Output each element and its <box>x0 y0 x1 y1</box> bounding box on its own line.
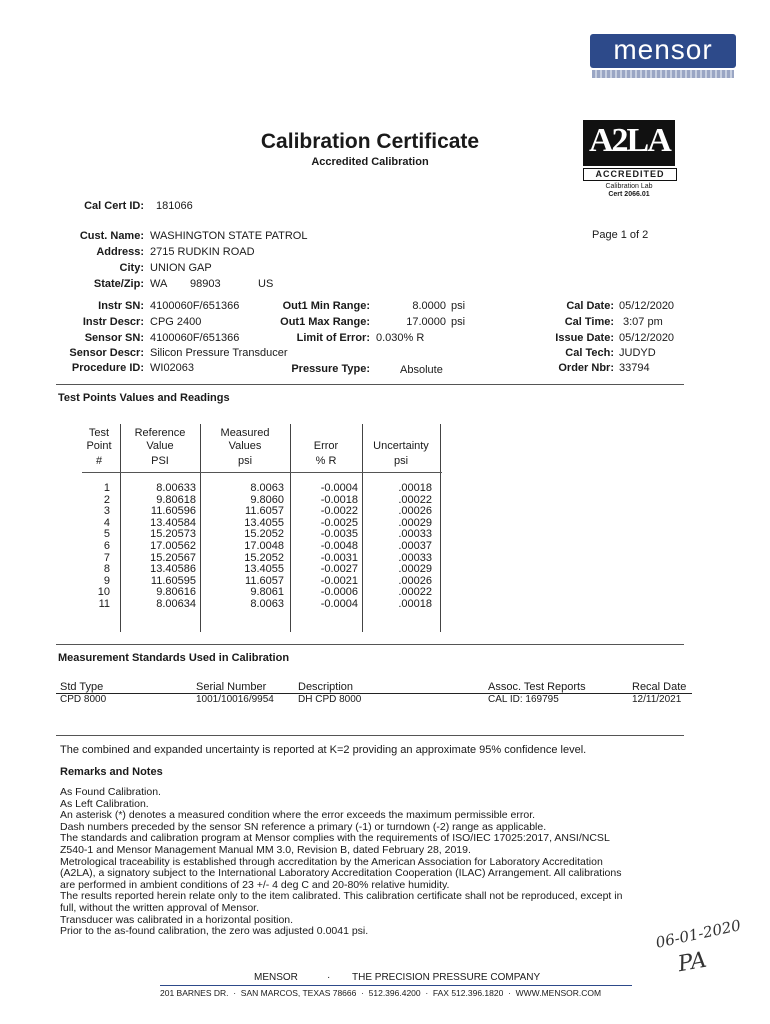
instr-descr-label: Instr Descr: <box>82 316 144 328</box>
col-divider <box>440 424 441 632</box>
test-point-cell: 2 <box>103 493 110 506</box>
error-cell: -0.0006 <box>320 586 358 599</box>
col-test-point <box>70 483 110 611</box>
footer-company: MENSOR <box>254 972 298 983</box>
min-range-label: Out1 Min Range: <box>282 300 370 312</box>
remark-line: Metrological traceability is established through accreditation by the American Association for Laboratory Accreditation <box>60 855 603 868</box>
instr-sn: 4100060F/651366 <box>150 300 240 312</box>
cal-time: 3:07 pm <box>623 316 663 328</box>
measured-cell: 15.2052 <box>244 551 284 564</box>
test-point-cell: 11 <box>98 597 110 610</box>
reference-cell: 11.60596 <box>150 505 196 518</box>
page-number: Page 1 of 2 <box>592 229 649 241</box>
reference-cell: 9.80618 <box>156 493 196 506</box>
uncertainty-cell: .00033 <box>398 528 432 541</box>
measured-cell: 11.6057 <box>245 505 284 518</box>
error-cell: -0.0035 <box>320 528 358 541</box>
pressure-type-value: Absolute <box>400 364 443 376</box>
uncertainty-cell: .00026 <box>398 505 432 518</box>
max-range-unit: psi <box>451 316 466 328</box>
mensor-logo: mensor <box>590 34 736 68</box>
reports-header: Assoc. Test Reports <box>488 681 586 693</box>
description-header: Description <box>298 681 354 693</box>
assoc-reports: CAL ID: 169795 <box>488 694 559 705</box>
sensor-sn: 4100060F/651366 <box>150 332 240 344</box>
remark-line: The results reported herein relate only to the item calibrated. This calibration certificate shall not be reproduced, except in <box>60 890 623 903</box>
uncertainty-cell: .00022 <box>398 586 432 599</box>
zip: 98903 <box>190 278 221 290</box>
instr-descr: CPG 2400 <box>150 316 202 328</box>
country: US <box>258 278 274 290</box>
cal-cert-id: 181066 <box>156 200 193 212</box>
standards-heading: Measurement Standards Used in Calibration <box>58 652 290 664</box>
remark-line: Z540-1 and Mensor Management Manual MM 3.0, Revision B, dated February 28, 2019. <box>60 843 471 856</box>
pressure-type-label: Pressure Type: <box>291 363 370 375</box>
test-point-cell: 4 <box>103 516 110 529</box>
city: UNION GAP <box>150 262 212 274</box>
measured-cell: 17.0048 <box>244 539 284 552</box>
page-title: Calibration Certificate <box>260 130 480 153</box>
test-point-cell: 3 <box>103 505 110 518</box>
cal-tech: JUDYD <box>619 347 656 359</box>
cal-tech-label: Cal Tech: <box>565 347 614 359</box>
state: WA <box>150 278 168 290</box>
limit-error-label: Limit of Error: <box>296 332 370 344</box>
measured-cell: 9.8060 <box>250 493 284 506</box>
cal-date: 05/12/2020 <box>619 300 675 312</box>
measured-cell: 13.4055 <box>244 516 284 529</box>
remark-line: As Left Calibration. <box>60 797 149 810</box>
error-cell: -0.0025 <box>320 516 358 529</box>
issue-date: 05/12/2020 <box>619 332 675 344</box>
page-subtitle: Accredited Calibration <box>311 156 429 168</box>
uncertainty-cell: .00022 <box>398 493 432 506</box>
error-cell: -0.0004 <box>320 597 358 610</box>
test-point-cell: 5 <box>103 528 110 541</box>
measured-cell: 9.8061 <box>250 586 284 599</box>
sensor-sn-label: Sensor SN: <box>84 332 144 344</box>
uncertainty-cell: .00029 <box>398 516 432 529</box>
standards-rule <box>56 693 692 694</box>
th-measured: Measured Values psi <box>220 427 270 467</box>
remarks-text <box>60 787 680 938</box>
procedure-id: WI02063 <box>150 362 195 374</box>
reference-cell: 13.40586 <box>150 563 196 576</box>
remark-line: Dash numbers preceded by the sensor SN reference a primary (-1) or turndown (-2) range as applicable. <box>60 820 547 833</box>
measured-cell: 15.2052 <box>244 528 284 541</box>
uncertainty-cell: .00029 <box>398 563 432 576</box>
sensor-descr: Silicon Pressure Transducer <box>150 347 288 359</box>
sensor-descr-label: Sensor Descr: <box>69 347 144 359</box>
test-point-cell: 1 <box>103 482 110 494</box>
test-point-cell: 8 <box>103 563 110 576</box>
test-point-cell: 10 <box>97 586 110 599</box>
max-range-label: Out1 Max Range: <box>280 316 370 328</box>
std-description: DH CPD 8000 <box>298 694 362 705</box>
test-points-heading: Test Points Values and Readings <box>58 392 230 404</box>
uncertainty-cell: .00026 <box>398 574 432 587</box>
std-type: CPD 8000 <box>60 694 107 705</box>
remark-line: (A2LA), a signatory subject to the International Laboratory Accreditation Cooperation (ILAC) Arrangement. All calibrations <box>60 867 622 880</box>
cust-name-label: Cust. Name: <box>79 230 144 242</box>
city-label: City: <box>119 262 144 274</box>
order-nbr-label: Order Nbr: <box>558 362 614 374</box>
uncertainty-cell: .00033 <box>398 551 432 564</box>
reference-cell: 9.80616 <box>156 586 196 599</box>
col-error <box>290 483 358 611</box>
measured-cell: 11.6057 <box>245 574 284 587</box>
divider <box>56 735 684 736</box>
footer-tagline: THE PRECISION PRESSURE COMPANY <box>352 972 541 983</box>
reference-cell: 15.20567 <box>150 551 196 564</box>
procedure-label: Procedure ID: <box>71 362 144 374</box>
uncertainty-cell: .00018 <box>398 597 432 610</box>
limit-error-value: 0.030% R <box>376 332 425 344</box>
test-point-cell: 7 <box>103 551 110 564</box>
remark-line: Prior to the as-found calibration, the zero was adjusted 0.0041 psi. <box>60 925 369 938</box>
recal-header: Recal Date <box>632 681 687 693</box>
uncertainty-note: The combined and expanded uncertainty is reported at K=2 providing an approximate 95% confidence level. <box>60 744 587 756</box>
max-range-value: 17.0000 <box>406 316 446 328</box>
col-reference <box>120 483 196 611</box>
remark-line: are performed in ambient conditions of 23 +/- 4 deg C and 20-80% relative humidity. <box>60 878 450 891</box>
measured-cell: 13.4055 <box>244 563 284 576</box>
footer-address: 201 BARNES DR. · SAN MARCOS, TEXAS 78666 · 512.396.4200 · FAX 512.396.1820 · WWW.MENSOR.COM <box>160 988 602 998</box>
error-cell: -0.0021 <box>320 574 358 587</box>
uncertainty-cell: .00037 <box>398 539 432 552</box>
lab-line: Calibration Lab <box>605 183 653 190</box>
test-point-cell: 9 <box>103 574 110 587</box>
cal-date-label: Cal Date: <box>566 300 614 312</box>
order-nbr: 33794 <box>619 362 650 374</box>
error-cell: -0.0031 <box>320 551 358 564</box>
error-cell: -0.0004 <box>320 482 358 494</box>
th-test-point: Test Point # <box>86 427 112 467</box>
min-range-value: 8.0000 <box>412 300 446 312</box>
cal-time-label: Cal Time: <box>564 316 614 328</box>
divider <box>56 384 684 385</box>
table-header-rule <box>82 472 442 473</box>
serial-header: Serial Number <box>196 681 267 693</box>
error-cell: -0.0027 <box>320 563 358 576</box>
measured-cell: 8.0063 <box>250 482 284 494</box>
reference-cell: 11.60595 <box>150 574 196 587</box>
serial-number: 1001/10016/9954 <box>196 694 274 705</box>
address-label: Address: <box>96 246 144 258</box>
th-uncertainty: Uncertainty psi <box>373 440 429 467</box>
remark-line: As Found Calibration. <box>60 786 161 798</box>
col-uncertainty <box>362 483 432 611</box>
remarks-heading: Remarks and Notes <box>60 766 163 778</box>
error-cell: -0.0018 <box>320 493 358 506</box>
logo-underline <box>592 70 734 78</box>
signature-date: 06-01-2020 <box>654 916 743 952</box>
a2la-logo: A2LA <box>583 120 675 166</box>
measured-cell: 8.0063 <box>250 597 284 610</box>
remark-line: Transducer was calibrated in a horizontal position. <box>60 913 294 926</box>
lab-cert: Cert 2066.01 <box>608 191 650 198</box>
th-reference: Reference Value PSI <box>134 427 186 467</box>
error-cell: -0.0022 <box>320 505 358 518</box>
reference-cell: 8.00633 <box>156 482 196 494</box>
footer-rule <box>160 985 632 986</box>
address: 2715 RUDKIN ROAD <box>150 246 255 258</box>
remark-line: The standards and calibration program at Mensor complies with the requirements of ISO/IEC 17025:2017, ANSI/NCSL <box>60 832 610 845</box>
reference-cell: 15.20573 <box>150 528 196 541</box>
error-cell: -0.0048 <box>320 539 358 552</box>
accredited-badge: ACCREDITED <box>583 168 677 181</box>
reference-cell: 17.00562 <box>150 539 196 552</box>
uncertainty-cell: .00018 <box>398 482 432 494</box>
divider <box>56 644 684 645</box>
issue-date-label: Issue Date: <box>555 332 614 344</box>
reference-cell: 8.00634 <box>156 597 196 610</box>
std-type-header: Std Type <box>60 681 104 693</box>
remark-line: An asterisk (*) denotes a measured condition where the error exceeds the maximum permissible error. <box>60 809 536 822</box>
recal-date: 12/11/2021 <box>632 694 682 705</box>
th-error: Error % R <box>313 440 339 467</box>
remark-line: full, without the written approval of Mensor. <box>60 901 260 914</box>
instr-sn-label: Instr SN: <box>98 300 144 312</box>
test-point-cell: 6 <box>103 539 110 552</box>
cal-cert-label: Cal Cert ID: <box>84 200 144 212</box>
min-range-unit: psi <box>451 300 466 312</box>
footer-separator: · <box>327 972 331 983</box>
statezip-label: State/Zip: <box>93 278 144 290</box>
col-measured <box>200 483 284 611</box>
cust-name: WASHINGTON STATE PATROL <box>150 230 308 242</box>
reference-cell: 13.40584 <box>150 516 196 529</box>
signature-initials: PA <box>676 947 709 978</box>
